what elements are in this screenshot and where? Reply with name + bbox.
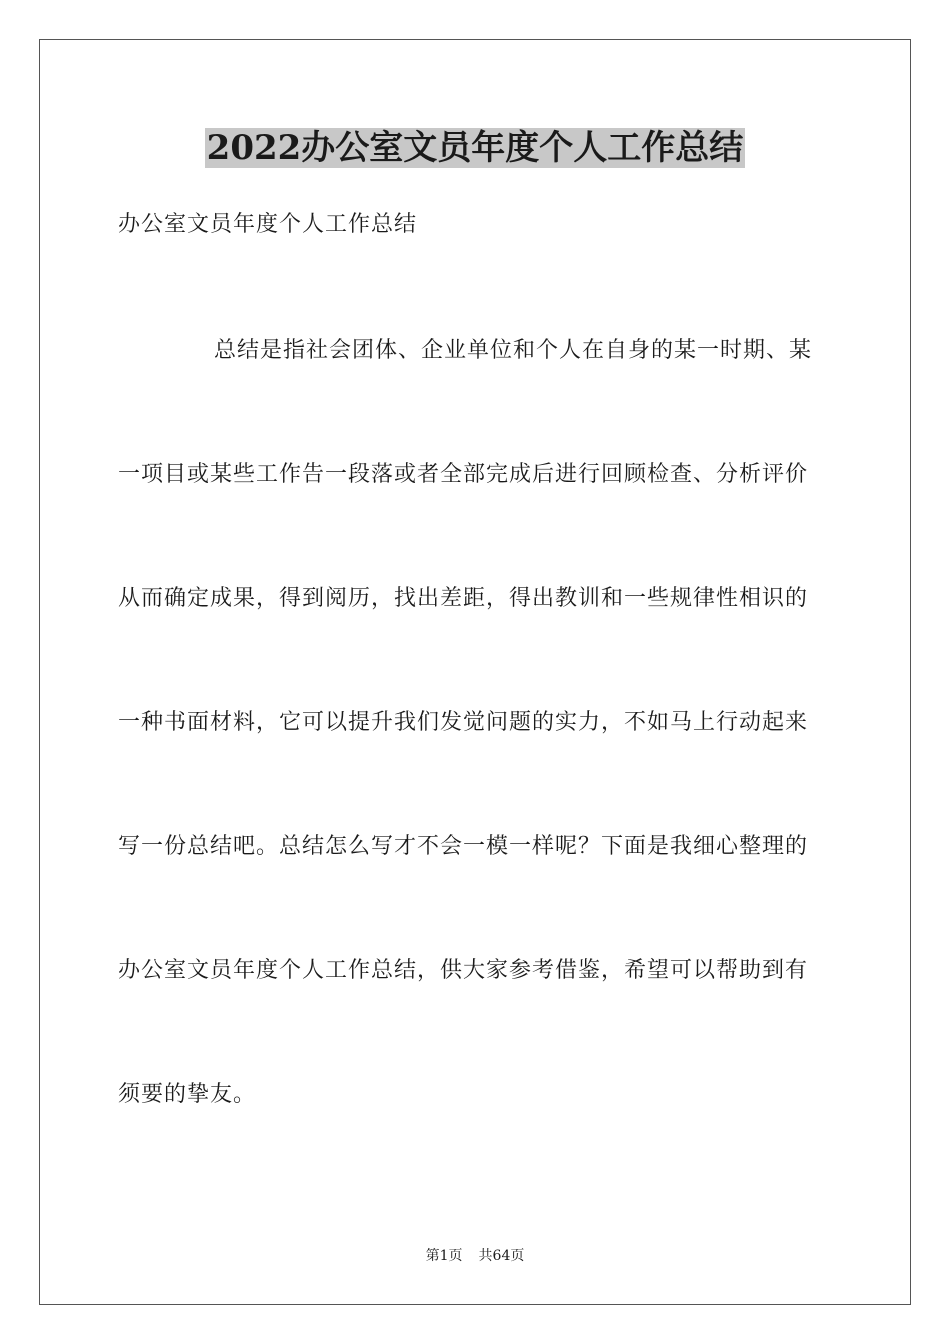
paragraph-line: 总结是指社会团体、企业单位和个人在自身的某一时期、某 bbox=[214, 338, 813, 363]
paragraph-line: 办公室文员年度个人工作总结，供大家参考借鉴，希望可以帮助到有 bbox=[118, 958, 809, 983]
page-number: 第1页 bbox=[425, 1248, 463, 1264]
paragraph-line: 从而确定成果，得到阅历，找出差距，得出教训和一些规律性相识的 bbox=[118, 586, 809, 611]
paragraph-line: 写一份总结吧。总结怎么写才不会一模一样呢？下面是我细心整理的 bbox=[118, 834, 809, 859]
paragraph-line: 一项目或某些工作告一段落或者全部完成后进行回顾检查、分析评价 bbox=[118, 462, 809, 487]
page-footer bbox=[0, 1246, 950, 1266]
paragraph-line: 一种书面材料，它可以提升我们发觉问题的实力，不如马上行动起来 bbox=[118, 710, 809, 735]
paragraph-line: 须要的挚友。 bbox=[118, 1082, 257, 1107]
document-subtitle: 办公室文员年度个人工作总结 bbox=[118, 212, 418, 237]
page-total: 共64页 bbox=[478, 1248, 525, 1264]
document-title bbox=[0, 126, 950, 170]
document-title-text: 2022办公室文员年度个人工作总结 bbox=[206, 128, 744, 168]
